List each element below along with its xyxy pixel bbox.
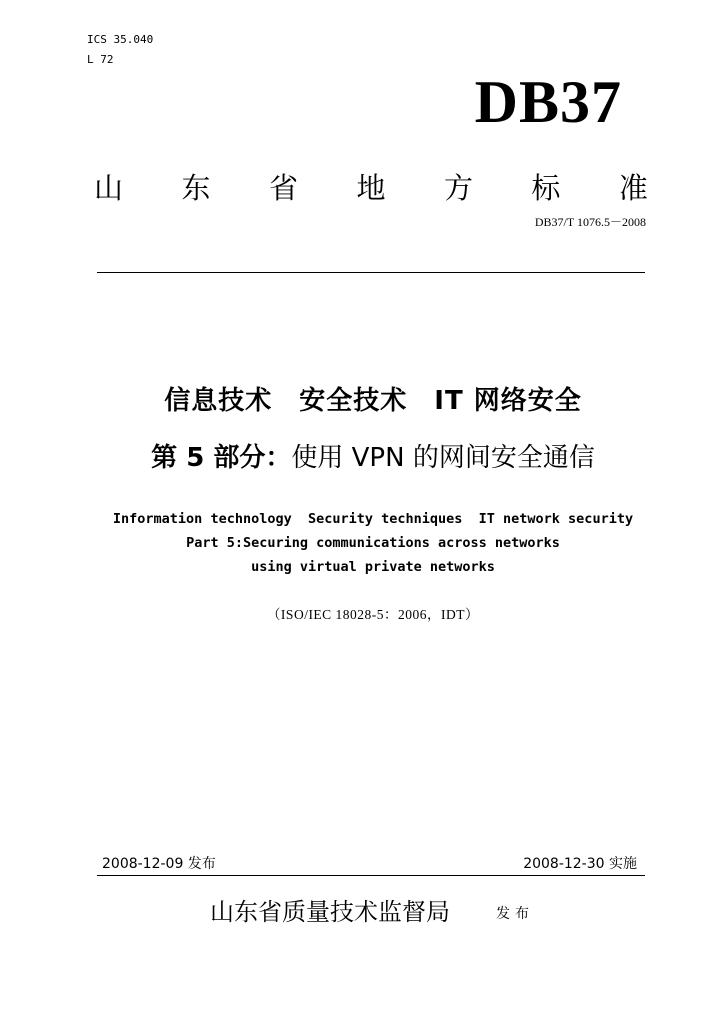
implement-date: 2008-12-30 实施 xyxy=(523,856,637,872)
standard-type-char: 标 xyxy=(531,171,561,205)
classification-code: L 72 xyxy=(87,53,114,66)
part-title: 使用 VPN 的网间安全通信 xyxy=(291,443,595,473)
english-title-line-3: using virtual private networks xyxy=(251,559,495,575)
standard-type-char: 东 xyxy=(181,171,211,205)
issue-label: 发布 xyxy=(496,906,534,922)
chinese-title-line-2 xyxy=(0,437,724,474)
issuing-authority: 山东省质量技术监督局 xyxy=(210,898,450,926)
part-number: 第 5 部分： xyxy=(151,443,292,473)
english-title-line-1: Information technology Security techniques IT network security xyxy=(112,511,634,527)
top-divider xyxy=(97,272,645,273)
standard-type-title xyxy=(94,166,648,207)
bottom-divider xyxy=(97,875,645,876)
standard-type-char: 准 xyxy=(618,171,648,205)
iso-reference: （ISO/IEC 18028-5：2006，IDT） xyxy=(266,607,480,622)
standard-type-char: 山 xyxy=(94,171,124,205)
standard-type-char: 地 xyxy=(356,171,386,205)
db-code-logo: DB37 xyxy=(474,69,622,135)
standard-number: DB37/T 1076.5－2008 xyxy=(534,215,646,229)
ics-code: ICS 35.040 xyxy=(87,33,154,46)
publish-date: 2008-12-09 发布 xyxy=(102,856,216,872)
standard-type-char: 方 xyxy=(443,171,473,205)
standard-type-char: 省 xyxy=(268,171,298,205)
chinese-title-line-1: 信息技术 安全技术 IT 网络安全 xyxy=(164,386,582,416)
english-title-line-2: Part 5:Securing communications across networks xyxy=(186,535,560,551)
